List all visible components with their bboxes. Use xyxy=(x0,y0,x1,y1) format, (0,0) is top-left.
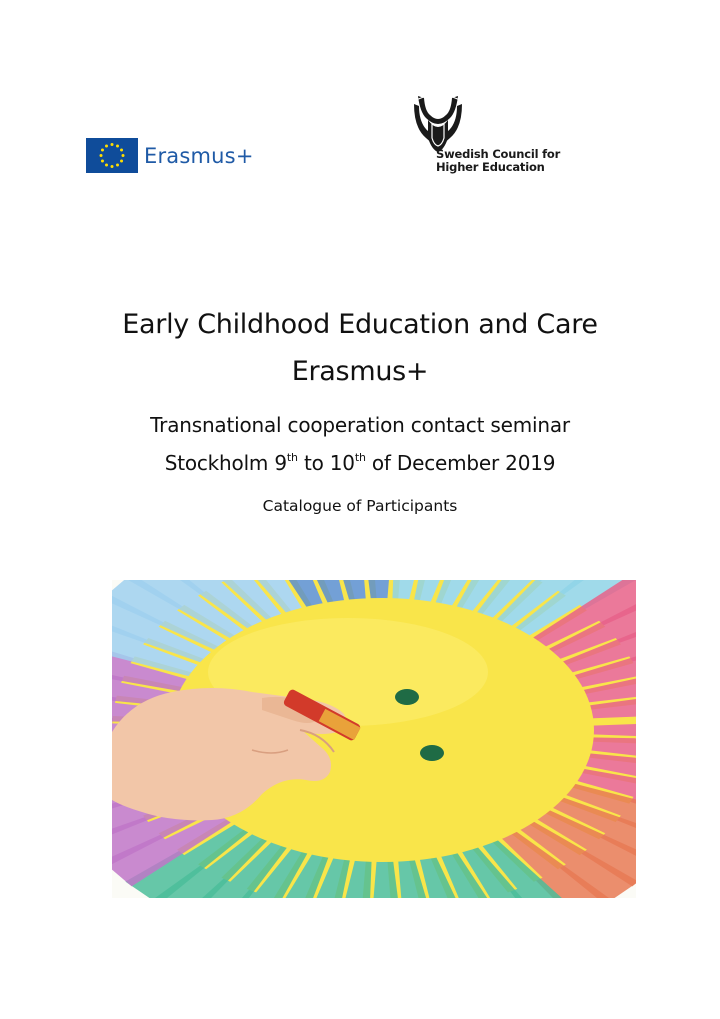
eu-star-icon xyxy=(101,149,104,152)
council-name xyxy=(436,148,560,174)
sun-eye-left xyxy=(395,689,419,705)
eu-star-icon xyxy=(111,165,114,168)
erasmus-wordmark: Erasmus+ xyxy=(144,143,254,168)
date-part-c: of December 2019 xyxy=(365,451,556,475)
sun-eye-right xyxy=(420,745,444,761)
document-title-line1: Early Childhood Education and Care xyxy=(122,309,598,340)
council-name-line2: Higher Education xyxy=(436,160,545,174)
document-title-line2: Erasmus+ xyxy=(291,356,429,387)
date-part-b: to 10 xyxy=(297,451,355,475)
eu-star-icon xyxy=(116,164,119,167)
eu-star-icon xyxy=(101,160,104,163)
eu-star-icon xyxy=(122,154,125,157)
crayon-sun-drawing xyxy=(112,580,636,918)
eu-star-icon xyxy=(120,160,123,163)
date-ordinal-1: th xyxy=(286,451,298,464)
seminar-subtitle: Transnational cooperation contact seminar xyxy=(150,413,570,437)
eu-star-icon xyxy=(105,164,108,167)
date-part-a: Stockholm 9 xyxy=(164,451,287,475)
seminar-date xyxy=(0,451,720,475)
eu-flag-icon xyxy=(86,138,138,173)
date-ordinal-2: th xyxy=(354,451,366,464)
eu-star-icon xyxy=(116,144,119,147)
eu-star-icon xyxy=(111,143,114,146)
erasmus-plus-logo xyxy=(86,138,254,173)
eu-star-icon xyxy=(105,144,108,147)
catalogue-heading: Catalogue of Participants xyxy=(262,497,458,515)
council-name-line1: Swedish Council for xyxy=(436,147,561,161)
eu-star-icon xyxy=(100,154,103,157)
eu-star-icon xyxy=(120,149,123,152)
